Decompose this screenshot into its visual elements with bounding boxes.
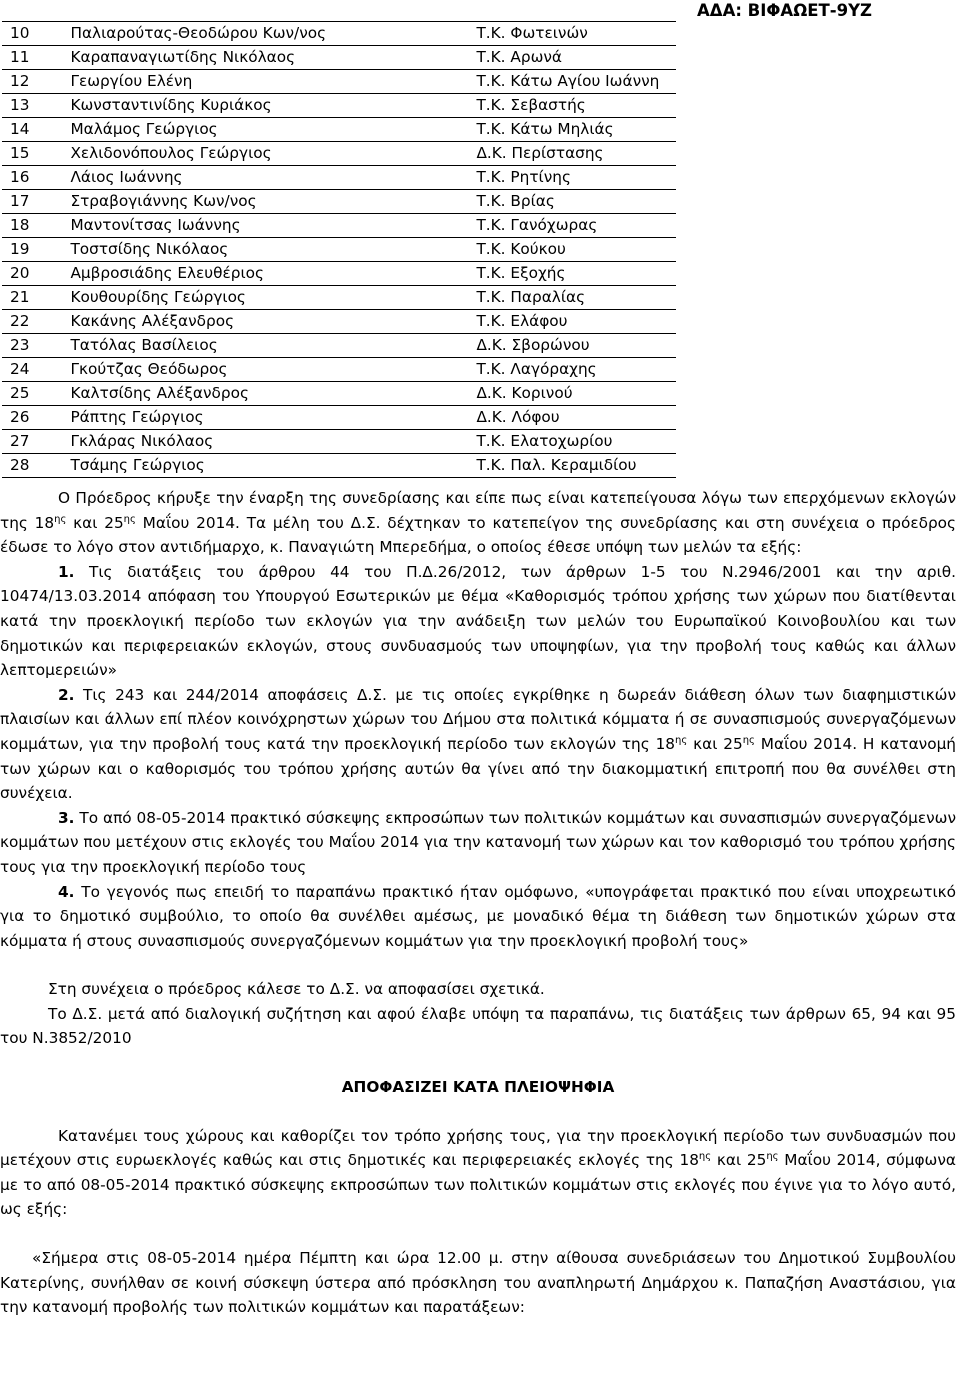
- member-number: 17: [2, 190, 62, 214]
- member-community: Τ.Κ. Βρίας: [468, 190, 676, 214]
- member-number: 14: [2, 118, 62, 142]
- member-community: Τ.Κ. Ρητίνης: [468, 166, 676, 190]
- member-number: 27: [2, 430, 62, 454]
- member-number: 19: [2, 238, 62, 262]
- table-row: [2, 190, 676, 214]
- table-row: [2, 46, 676, 70]
- member-number: 15: [2, 142, 62, 166]
- member-name: Στραβογιάννης Κων/νος: [62, 190, 468, 214]
- member-number: 16: [2, 166, 62, 190]
- item-2: 2. Τις 243 και 244/2014 αποφάσεις Δ.Σ. με τις οποίες εγκρίθηκε η δωρεάν διάθεση όλων των διαφημιστικών πλαισίων και άλλων επί πλέον κοινόχρηστων χώρων του Δήμου στα πολιτικά κόμματα ή σε συνασπισμούς συνεργαζόμενων κομμάτων, για την προβολή τους κατά την προεκλογική περίοδο των εκλογών της $18^{\eta\varsigma}$ και $25^{\eta\varsigma}$ Μαΐου 2014. Η κατανομή των χώρων και ο καθορισμός του τρόπου χρήσης αυτών θα γίνει από την διακομματική επιτροπή που θα συνέλθει στη συνέχεια.: [0, 685, 956, 803]
- table-row: [2, 70, 676, 94]
- table-row: [2, 310, 676, 334]
- member-name: Καραπαναγιωτίδης Νικόλαος: [62, 46, 468, 70]
- table-row: [2, 214, 676, 238]
- member-number: 18: [2, 214, 62, 238]
- member-community: Τ.Κ. Κάτω Αγίου Ιωάννη: [468, 70, 676, 94]
- member-community: Τ.Κ. Λαγόραχης: [468, 358, 676, 382]
- member-name: Γκούτζας Θεόδωρος: [62, 358, 468, 382]
- table-row: [2, 94, 676, 118]
- table-row: [2, 118, 676, 142]
- table-row: [2, 22, 676, 46]
- member-name: Μαντονίτσας Ιωάννης: [62, 214, 468, 238]
- table-row: [2, 406, 676, 430]
- member-name: Τοστσίδης Νικόλαος: [62, 238, 468, 262]
- member-community: Τ.Κ. Ελάφου: [468, 310, 676, 334]
- discussion-paragraph: Το Δ.Σ. μετά από διαλογική συζήτηση και αφού έλαβε υπόψη τα παραπάνω, τις διατάξεις των άρθρων 65, 94 και 95 του Ν.3852/2010: [0, 1004, 956, 1048]
- member-number: 24: [2, 358, 62, 382]
- table-row: [2, 358, 676, 382]
- member-community: Τ.Κ. Εξοχής: [468, 262, 676, 286]
- item-3: 3. Το από 08-05-2014 πρακτικό σύσκεψης εκπροσώπων των πολιτικών κομμάτων και συνασπισμών συνεργαζόμενων κομμάτων που μετέχουν στις εκλογές του Μαΐου 2014 για την κατανομή των χώρων και τον καθορισμό του τρόπου χρήσης τους για την προεκλογική περίοδο τους: [0, 808, 956, 876]
- member-name: Χελιδονόπουλος Γεώργιος: [62, 142, 468, 166]
- decision-heading: ΑΠΟΦΑΣΙΖΕΙ ΚΑΤΑ ΠΛΕΙΟΨΗΦΙΑ: [341, 1078, 615, 1097]
- member-name: Μαλάμος Γεώργιος: [62, 118, 468, 142]
- table-row: [2, 382, 676, 406]
- member-number: 12: [2, 70, 62, 94]
- member-community: Τ.Κ. Φωτεινών: [468, 22, 676, 46]
- member-community: Τ.Κ. Παραλίας: [468, 286, 676, 310]
- member-number: 25: [2, 382, 62, 406]
- member-community: Τ.Κ. Αρωνά: [468, 46, 676, 70]
- member-community: Τ.Κ. Γανόχωρας: [468, 214, 676, 238]
- member-name: Καλτσίδης Αλέξανδρος: [62, 382, 468, 406]
- member-name: Τσάμης Γεώργιος: [62, 454, 468, 478]
- table-row: [2, 238, 676, 262]
- table-row: [2, 262, 676, 286]
- table-row: [2, 166, 676, 190]
- invite-paragraph: Στη συνέχεια ο πρόεδρος κάλεσε το Δ.Σ. να αποφασίσει σχετικά.: [48, 980, 545, 999]
- ada-code: ΑΔΑ: ΒΙΦΑΩΕΤ-9ΥΖ: [697, 1, 872, 20]
- table-row: [2, 334, 676, 358]
- member-community: Δ.Κ. Σβορώνου: [468, 334, 676, 358]
- member-name: Κωνσταντινίδης Κυριάκος: [62, 94, 468, 118]
- member-number: 20: [2, 262, 62, 286]
- member-number: 28: [2, 454, 62, 478]
- intro-paragraph: Ο Πρόεδρος κήρυξε την έναρξη της συνεδρίασης και είπε πως είναι κατεπείγουσα λόγω των επερχόμενων εκλογών της $18^{\eta\varsigma}$ και $25^{\eta\varsigma}$ Μαΐου 2014. Τα μέλη του Δ.Σ. δέχτηκαν το κατεπείγον της συνεδρίασης και στη συνέχεια ο πρόεδρος έδωσε το λόγο στον αντιδήμαρχο, κ. Παναγιώτη Μπερεδήμα, ο οποίος έθεσε υπόψη των μελών τα εξής:: [0, 489, 956, 557]
- minutes-paragraph: «Σήμερα στις 08-05-2014 ημέρα Πέμπτη και ώρα 12.00 μ. στην αίθουσα συνεδριάσεων του Δημοτικού Συμβουλίου Κατερίνης, συνήλθαν σε κοινή σύσκεψη ύστερα από πρόσκληση του αναπληρωτή Δημάρχου κ. Παπαζήση Αναστάσιου, για την κατανομή προβολής των πολιτικών κομμάτων και παρατάξεων:: [0, 1249, 956, 1317]
- member-number: 21: [2, 286, 62, 310]
- table-row: [2, 430, 676, 454]
- member-community: Δ.Κ. Κορινού: [468, 382, 676, 406]
- member-name: Γκλάρας Νικόλαος: [62, 430, 468, 454]
- member-community: Δ.Κ. Περίστασης: [468, 142, 676, 166]
- member-community: Τ.Κ. Παλ. Κεραμιδίου: [468, 454, 676, 478]
- member-name: Τατόλας Βασίλειος: [62, 334, 468, 358]
- member-name: Γεωργίου Ελένη: [62, 70, 468, 94]
- member-number: 13: [2, 94, 62, 118]
- member-number: 23: [2, 334, 62, 358]
- table-row: [2, 142, 676, 166]
- member-number: 22: [2, 310, 62, 334]
- member-community: Δ.Κ. Λόφου: [468, 406, 676, 430]
- item-1: 1. Τις διατάξεις του άρθρου 44 του Π.Δ.26/2012, των άρθρων 1-5 του Ν.2946/2001 και την αριθ. 10474/13.03.2014 απόφαση του Υπουργού Εσωτερικών με θέμα «Καθορισμός τρόπου χρήσης των χώρων που διατίθενται κατά την προεκλογική περίοδο των εκλογών για την ανάδειξη των μελών του Ευρωπαϊκού Κοινοβουλίου και των δημοτικών και περιφερειακών εκλογών, στους συνδυασμούς των υποψηφίων, για την προβολή τους καθώς και άλλων λεπτομερειών»: [0, 562, 956, 680]
- member-community: Τ.Κ. Κούκου: [468, 238, 676, 262]
- member-community: Τ.Κ. Ελατοχωρίου: [468, 430, 676, 454]
- member-name: Λάιος Ιωάννης: [62, 166, 468, 190]
- document-body: [0, 486, 956, 1320]
- member-name: Αμβροσιάδης Ελευθέριος: [62, 262, 468, 286]
- member-community: Τ.Κ. Κάτω Μηλιάς: [468, 118, 676, 142]
- member-name: Παλιαρούτας-Θεοδώρου Κων/νος: [62, 22, 468, 46]
- member-number: 10: [2, 22, 62, 46]
- member-community: Τ.Κ. Σεβαστής: [468, 94, 676, 118]
- member-name: Κακάνης Αλέξανδρος: [62, 310, 468, 334]
- item-4: 4. Το γεγονός πως επειδή το παραπάνω πρακτικό ήταν ομόφωνο, «υπογράφεται πρακτικό που είναι υποχρεωτικό για το δημοτικό συμβούλιο, το οποίο θα συνέλθει αμέσως, με μοναδικό θέμα τη διάθεση των δημοτικών χώρων στα κόμματα ή στους συνασπισμούς συνεργαζόμενων κομμάτων για την προεκλογική προβολή τους»: [0, 882, 956, 950]
- table-row: [2, 286, 676, 310]
- member-name: Κουθουρίδης Γεώργιος: [62, 286, 468, 310]
- member-number: 26: [2, 406, 62, 430]
- decision-paragraph: Κατανέμει τους χώρους και καθορίζει τον τρόπο χρήσης τους, για την προεκλογική περίοδο των συνδυασμών που μετέχουν στις ευρωεκλογές καθώς και στις δημοτικές και περιφερειακές εκλογές της $18^{\eta\varsigma}$ και $25^{\eta\varsigma}$ Μαΐου 2014, σύμφωνα με το από 08-05-2014 πρακτικό σύσκεψης εκπροσώπων των πολιτικών κομμάτων στις εκλογές που έγινε για το λόγο αυτό, ως εξής:: [0, 1126, 956, 1219]
- members-table: [2, 21, 676, 478]
- table-row: [2, 454, 676, 478]
- member-number: 11: [2, 46, 62, 70]
- member-name: Ράπτης Γεώργιος: [62, 406, 468, 430]
